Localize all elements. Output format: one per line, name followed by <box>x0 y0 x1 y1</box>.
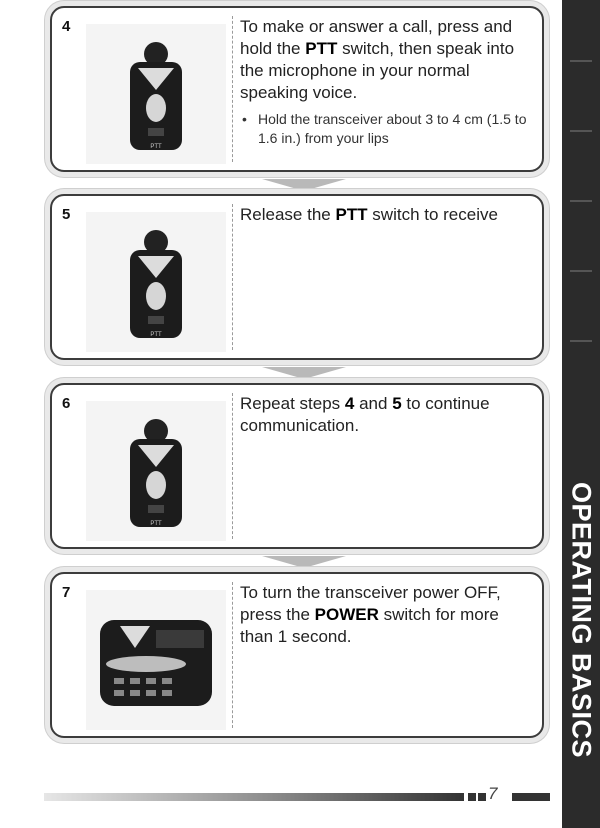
step-4-box <box>50 6 544 172</box>
dashed-divider <box>232 393 233 539</box>
step-number: 6 <box>62 395 71 412</box>
text-segment: To turn the transceiver power OFF, press the <box>240 583 501 624</box>
text-segment: To make or answer a call, press and hold the <box>240 17 513 58</box>
footer-bar <box>44 793 464 801</box>
text-segment: switch for more than 1 second. <box>240 605 499 646</box>
step-5-text <box>240 204 532 226</box>
dashed-divider <box>232 204 233 350</box>
step-number: 4 <box>62 18 71 35</box>
text-segment: switch, then speak into the microphone in your normal speaking voice. <box>240 39 515 102</box>
transceiver-front-photo <box>86 590 226 730</box>
down-arrow <box>262 556 346 568</box>
bold-key: PTT <box>305 39 338 58</box>
bold-key: POWER <box>314 605 379 624</box>
text-segment: Release the <box>240 205 336 224</box>
bullet-symbol: • <box>242 111 247 127</box>
section-title: OPERATING BASICS <box>566 481 597 759</box>
down-arrow <box>262 367 346 379</box>
text-segment: switch to receive <box>367 205 498 224</box>
step-6-box <box>50 383 544 549</box>
down-arrow <box>262 179 346 191</box>
step-7-text <box>240 582 532 648</box>
dashed-divider <box>232 16 233 162</box>
ptt-label: PTT <box>150 332 162 338</box>
footer-square <box>478 793 486 801</box>
tab-mark <box>570 340 592 342</box>
step-7-box <box>50 572 544 738</box>
step-number: 5 <box>62 206 71 223</box>
text-segment: and <box>354 394 393 413</box>
ptt-label: PTT <box>150 521 162 527</box>
tab-mark <box>570 200 592 202</box>
bold-step-ref: 4 <box>344 394 355 413</box>
page-number: 7 <box>488 784 498 803</box>
transceiver-photo <box>86 24 226 164</box>
step-4-text <box>240 16 532 148</box>
tab-mark <box>570 270 592 272</box>
text-segment: to continue communication. <box>240 394 490 435</box>
transceiver-photo <box>86 401 226 541</box>
tab-mark <box>570 60 592 62</box>
transceiver-photo <box>86 212 226 352</box>
footer-square <box>468 793 476 801</box>
ptt-label: PTT <box>150 144 162 150</box>
step-number: 7 <box>62 584 71 601</box>
bullet-note <box>240 110 532 148</box>
step-5-box <box>50 194 544 360</box>
bold-step-ref: 5 <box>392 394 402 413</box>
step-6-text <box>240 393 532 437</box>
bullet-text: Hold the transceiver about 3 to 4 cm (1.5 to 1.6 in.) from your lips <box>258 111 527 146</box>
bold-key: PTT <box>335 205 368 224</box>
dashed-divider <box>232 582 233 728</box>
text-segment: Repeat steps <box>240 394 345 413</box>
footer-bar-right <box>512 793 550 801</box>
tab-mark <box>570 130 592 132</box>
